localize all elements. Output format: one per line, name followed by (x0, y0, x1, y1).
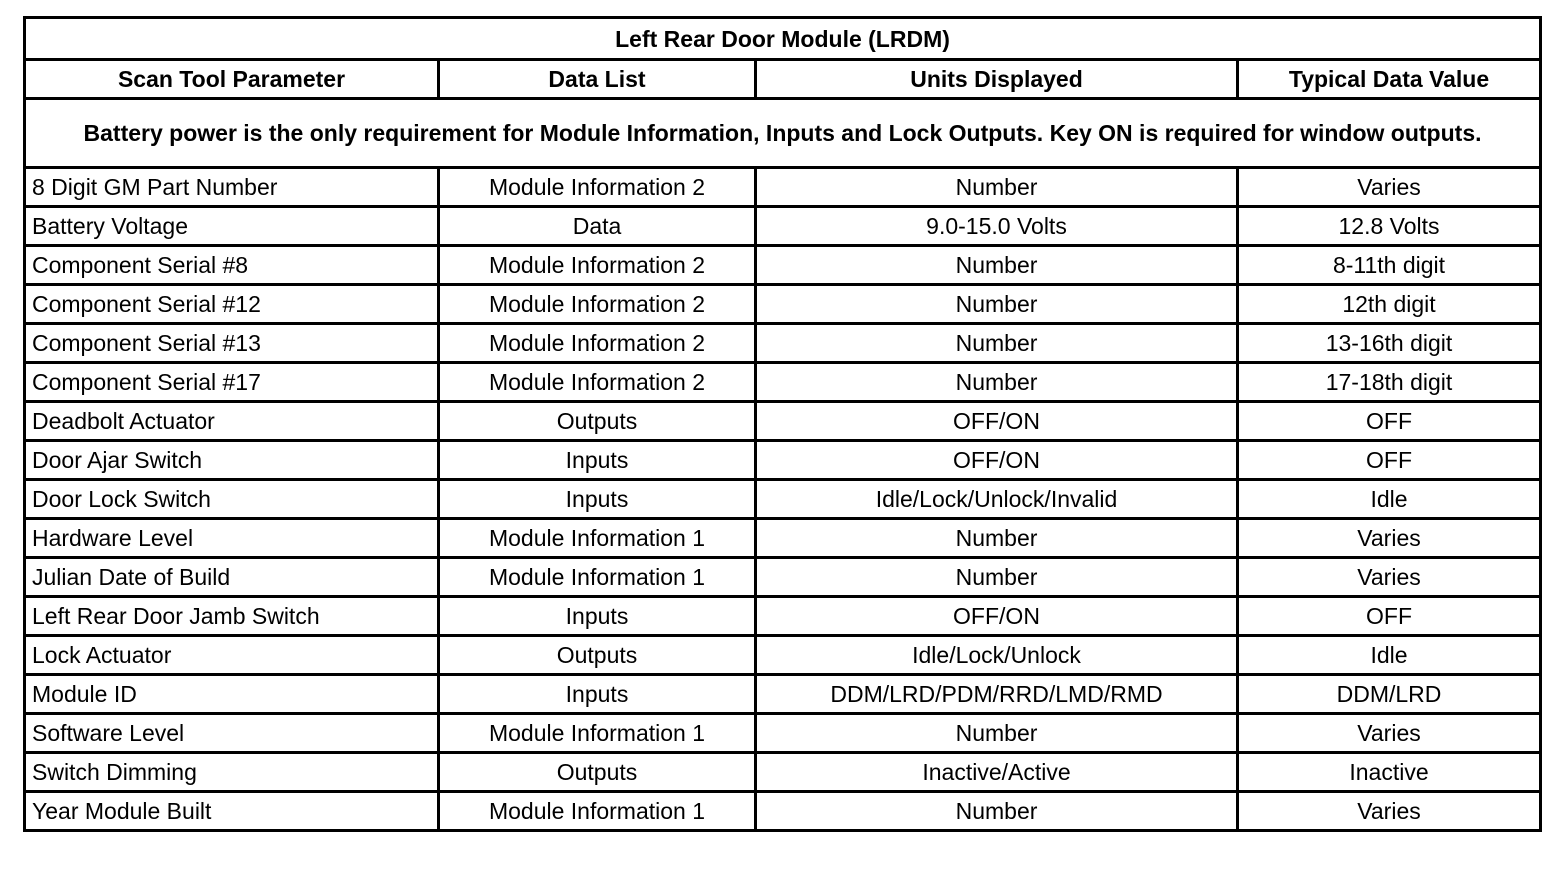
data-list-cell: Data (439, 207, 756, 246)
data-list-cell: Module Information 2 (439, 324, 756, 363)
param-cell: Switch Dimming (25, 753, 439, 792)
units-cell: Number (756, 324, 1238, 363)
typical-value-cell: Varies (1238, 519, 1541, 558)
param-cell: Hardware Level (25, 519, 439, 558)
data-list-cell: Outputs (439, 753, 756, 792)
table-row (25, 753, 1541, 792)
table-body (25, 18, 1541, 831)
units-cell: Number (756, 792, 1238, 831)
units-cell: OFF/ON (756, 402, 1238, 441)
typical-value-cell: 13-16th digit (1238, 324, 1541, 363)
table-row (25, 480, 1541, 519)
units-cell: Inactive/Active (756, 753, 1238, 792)
data-table-container (23, 16, 1539, 832)
table-title-row (25, 18, 1541, 60)
units-cell: Idle/Lock/Unlock/Invalid (756, 480, 1238, 519)
table-row (25, 519, 1541, 558)
table-row (25, 558, 1541, 597)
table-row (25, 324, 1541, 363)
param-cell: Component Serial #17 (25, 363, 439, 402)
data-list-cell: Inputs (439, 675, 756, 714)
table-row (25, 168, 1541, 207)
table-row (25, 441, 1541, 480)
param-cell: Door Ajar Switch (25, 441, 439, 480)
data-list-cell: Outputs (439, 402, 756, 441)
param-cell: Component Serial #12 (25, 285, 439, 324)
param-cell: Year Module Built (25, 792, 439, 831)
typical-value-cell: Varies (1238, 792, 1541, 831)
param-cell: 8 Digit GM Part Number (25, 168, 439, 207)
param-cell: Lock Actuator (25, 636, 439, 675)
data-list-cell: Module Information 1 (439, 519, 756, 558)
data-list-cell: Module Information 1 (439, 792, 756, 831)
typical-value-cell: 12.8 Volts (1238, 207, 1541, 246)
data-list-cell: Module Information 2 (439, 285, 756, 324)
data-list-cell: Module Information 1 (439, 714, 756, 753)
units-cell: Idle/Lock/Unlock (756, 636, 1238, 675)
param-cell: Julian Date of Build (25, 558, 439, 597)
units-cell: Number (756, 285, 1238, 324)
table-row (25, 363, 1541, 402)
typical-value-cell: 8-11th digit (1238, 246, 1541, 285)
table-row (25, 207, 1541, 246)
data-list-cell: Module Information 2 (439, 246, 756, 285)
table-row (25, 246, 1541, 285)
typical-value-cell: Idle (1238, 480, 1541, 519)
units-cell: Number (756, 168, 1238, 207)
param-cell: Software Level (25, 714, 439, 753)
typical-value-cell: 17-18th digit (1238, 363, 1541, 402)
table-row (25, 597, 1541, 636)
param-cell: Module ID (25, 675, 439, 714)
data-list-cell: Inputs (439, 441, 756, 480)
units-cell: Number (756, 363, 1238, 402)
data-list-cell: Module Information 2 (439, 168, 756, 207)
param-cell: Component Serial #13 (25, 324, 439, 363)
table-row (25, 402, 1541, 441)
param-cell: Door Lock Switch (25, 480, 439, 519)
units-cell: Number (756, 246, 1238, 285)
units-cell: 9.0-15.0 Volts (756, 207, 1238, 246)
table-header-row (25, 60, 1541, 99)
table-row (25, 285, 1541, 324)
table-title: Left Rear Door Module (LRDM) (25, 18, 1541, 60)
data-list-cell: Inputs (439, 480, 756, 519)
data-list-cell: Inputs (439, 597, 756, 636)
param-cell: Left Rear Door Jamb Switch (25, 597, 439, 636)
typical-value-cell: OFF (1238, 402, 1541, 441)
data-list-cell: Module Information 1 (439, 558, 756, 597)
table-note-row (25, 99, 1541, 168)
param-cell: Component Serial #8 (25, 246, 439, 285)
typical-value-cell: Inactive (1238, 753, 1541, 792)
data-list-cell: Outputs (439, 636, 756, 675)
typical-value-cell: OFF (1238, 597, 1541, 636)
units-cell: OFF/ON (756, 441, 1238, 480)
table-row (25, 792, 1541, 831)
units-cell: Number (756, 714, 1238, 753)
lrdm-data-table (23, 16, 1542, 832)
header-scan-tool-parameter: Scan Tool Parameter (25, 60, 439, 99)
typical-value-cell: Idle (1238, 636, 1541, 675)
table-row (25, 636, 1541, 675)
units-cell: Number (756, 558, 1238, 597)
typical-value-cell: Varies (1238, 168, 1541, 207)
units-cell: OFF/ON (756, 597, 1238, 636)
typical-value-cell: OFF (1238, 441, 1541, 480)
typical-value-cell: Varies (1238, 714, 1541, 753)
table-row (25, 714, 1541, 753)
param-cell: Deadbolt Actuator (25, 402, 439, 441)
typical-value-cell: Varies (1238, 558, 1541, 597)
table-row (25, 675, 1541, 714)
table-note: Battery power is the only requirement for Module Information, Inputs and Lock Outputs. Key ON is required for window outputs. (25, 99, 1541, 168)
units-cell: Number (756, 519, 1238, 558)
param-cell: Battery Voltage (25, 207, 439, 246)
header-typical-data-value: Typical Data Value (1238, 60, 1541, 99)
data-list-cell: Module Information 2 (439, 363, 756, 402)
header-units-displayed: Units Displayed (756, 60, 1238, 99)
typical-value-cell: DDM/LRD (1238, 675, 1541, 714)
units-cell: DDM/LRD/PDM/RRD/LMD/RMD (756, 675, 1238, 714)
typical-value-cell: 12th digit (1238, 285, 1541, 324)
header-data-list: Data List (439, 60, 756, 99)
